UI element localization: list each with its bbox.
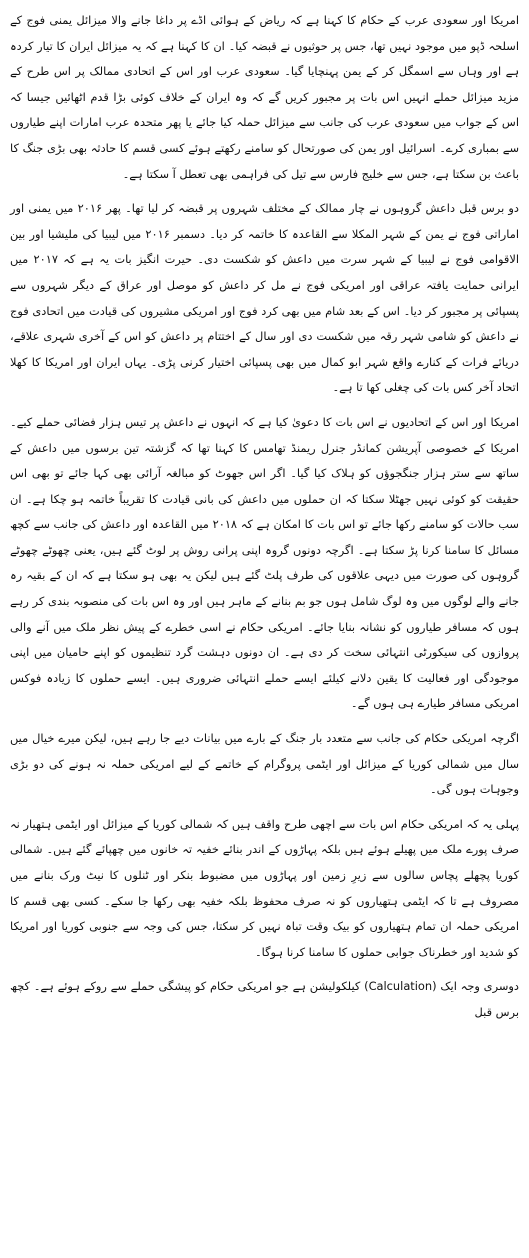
paragraph-6 — [10, 974, 519, 1025]
calculation-term: (Calculation) — [364, 979, 437, 994]
paragraph-1: امریکا اور سعودی عرب کے حکام کا کہنا ہے کہ ریاض کے ہوائی اڈے پر داغا جانے والا میزائل یمنی فوج کے اسلحہ ڈپو میں موجود نہیں تھا، جس پر حوثیوں نے قبضہ کیا۔ ان کا کہنا ہے کہ یہ میزائل ایران کا تیار کردہ ہے اور وہاں سے اسمگل کر کے یمن پہنچایا گیا۔ سعودی عرب اور اس کے اتحادی ممالک پر اس طرح کے مزید میزائل حملے انہیں اس بات پر مجبور کریں گے کہ وہ ایران کے خلاف کوئی بڑا قدم اٹھائیں جیسا کہ اس کے جواب میں سعودی عرب کی جانب سے میزائل حملہ کیا جائے یا پھر متحدہ عرب امارات اپنے طیاروں سے بمباری کرے۔ اسرائیل اور یمن کی صورتحال کو سامنے رکھتے ہوئے کسی قسم کا حادثہ بھی بڑی جنگ کا باعث بن سکتا ہے، جس سے خلیج فارس سے تیل کی فراہمی بھی تعطل آ سکتا ہے۔ — [10, 13, 519, 181]
paragraph-2: دو برس قبل داعش گروہوں نے چار ممالک کے مختلف شہروں پر قبضہ کر لیا تھا۔ پھر ۲۰۱۶ میں یمنی اور اماراتی فوج نے یمن کے شہر المکلا سے القاعدہ کا خاتمہ کر دیا۔ دسمبر ۲۰۱۶ میں لیبیا کی ملیشیا اور بین الاقوامی فوج نے لیبیا کے شہر سرت میں داعش کو شکست دی۔ حیرت انگیز بات یہ ہے کہ ۲۰۱۷ میں ایرانی حمایت یافتہ عراقی اور امریکی فوج نے مل کر داعش کو موصل اور عراق کے دیگر شہروں سے پسپائی پر مجبور کر دیا۔ اس کے بعد شام میں بھی کرد فوج اور امریکی مشیروں کی قیادت میں اتحادی فوج نے داعش کو شامی شہر رقہ میں شکست دی اور سال کے اختتام پر داعش کو اس کے آخری شہری علاقے، دریائے فرات کے کنارے واقع شہر ابو کمال میں بھی پسپائی اختیار کرنی پڑی۔ یہاں ایران اور امریکا کا کھلا اتحاد آخر کس بات کی چغلی کھا تا ہے۔ — [10, 201, 519, 395]
paragraph-6-start: دوسری وجہ ایک — [440, 979, 520, 994]
paragraph-6-rest: کیلکولیشن ہے جو امریکی حکام کو پیشگی حملے سے روکے ہوئے ہے۔ کچھ برس قبل — [10, 979, 519, 1019]
paragraph-3: امریکا اور اس کے اتحادیوں نے اس بات کا دعویٰ کیا ہے کہ انہوں نے داعش پر تیس ہزار فضائی حملے کیے۔ امریکا کے خصوصی آپریشن کمانڈر جنرل ریمنڈ تھامس کا کہنا تھا کہ گزشتہ تین برسوں میں داعش کے ساتھ سے ستر ہزار جنگجوؤں کو ہلاک کیا گیا۔ اگر اس جھوٹ کو مبالغہ آرائی بھی کہا جائے تو بھی اس حقیقت کو کوئی نہیں جھٹلا سکتا کہ ان حملوں میں داعش کی بانی قیادت کا تقریباً خاتمہ ہو چکا ہے۔ ان سب حالات کو سامنے رکھا جائے تو اس بات کا امکان ہے کہ ۲۰۱۸ میں القاعدہ اور داعش کی جانب سے کچھ مسائل کا سامنا کرنا پڑ سکتا ہے۔ اگرچہ دونوں گروہ اپنی پرانی روش پر لوٹ گئے ہیں، یعنی چھوٹے چھوٹے گروہوں کی صورت میں دیہی علاقوں کی طرف پلٹ گئے ہیں لیکن یہ بھی ہو سکتا ہے کہ ان کے بقیہ رہ جانے والے لوگوں میں وہ لوگ شامل ہوں جو بم بنانے کے ماہر ہیں اور وہ اس بات کی منصوبہ بندی کر رہے ہوں کہ مسافر طیاروں کو نشانہ بنایا جائے۔ امریکی حکام نے اسی خطرے کے پیش نظر ملک میں آنے والی پروازوں کی سیکورٹی انتہائی سخت کر دی ہے۔ ان دونوں دہشت گرد تنظیموں کو اپنے حامیان میں اپنی موجودگی اور فعالیت کا یقین دلانے کیلئے ایسے حملے انتہائی ضروری ہیں۔ ایسے حملوں کا زیادہ فوکس امریکی مسافر طیارے ہی ہوں گے۔ — [10, 414, 519, 711]
paragraph-5: پہلی یہ کہ امریکی حکام اس بات سے اچھی طرح واقف ہیں کہ شمالی کوریا کے میزائل اور ایٹمی ہتھیار نہ صرف پورے ملک میں پھیلے ہوئے ہیں بلکہ پہاڑوں کے اندر بنائے خفیہ تہ خانوں میں چھپائے گئے ہیں۔ شمالی کوریا پچھلے پچاس سالوں سے زیرِ زمین اور پہاڑوں میں مضبوط بنکر اور ٹنلوں کا نیٹ ورک بنانے میں مصروف ہے تا کہ ایٹمی ہتھیاروں کو نہ صرف محفوظ بلکہ خفیہ بھی رکھا جا سکے۔ کسی بھی قسم کا امریکی حملہ ان تمام ہتھیاروں کو بیک وقت تباہ نہیں کر سکتا، جس کی وجہ سے جنوبی کوریا اور امریکا کو شدید اور خطرناک جوابی حملوں کا سامنا کرنا ہوگا۔ — [10, 816, 519, 959]
paragraph-4: اگرچہ امریکی حکام کی جانب سے متعدد بار جنگ کے بارے میں بیانات دیے جا رہے ہیں، لیکن میرے خیال میں سال میں شمالی کوریا کے میزائل اور ایٹمی پروگرام کے خاتمے کے لیے امریکی حملہ نہ ہونے کی دو بڑی وجوہات ہوں گی۔ — [10, 731, 519, 797]
